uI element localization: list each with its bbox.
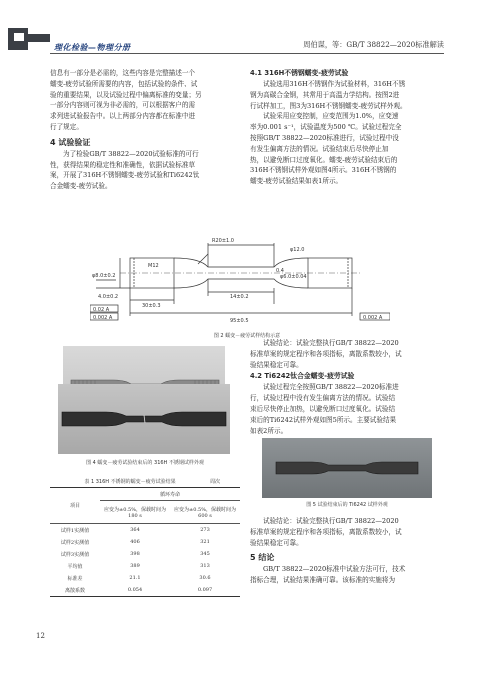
body-line: 行了规定。 <box>50 122 83 131</box>
table-row <box>50 548 240 560</box>
table-cell: 389 <box>130 563 140 569</box>
table-cell: 321 <box>200 539 210 545</box>
body-line: 如表2所示。 <box>250 426 288 435</box>
body-line: 标准草案的规定程序和各项指标，离散系数较小，试 <box>250 527 402 536</box>
table-cell: 364 <box>130 527 140 533</box>
table-header-item: 项目 <box>50 488 100 524</box>
dim-small: 0.4 <box>276 268 284 274</box>
right-column-bottom <box>250 516 444 586</box>
journal-logo-cutout <box>14 33 24 41</box>
table-cell: 313 <box>200 563 210 569</box>
tolerance-frame-2: 0.002 A <box>93 315 113 321</box>
section-4-1-heading: 4.1 316H不锈钢蠕变-疲劳试验 <box>250 69 349 77</box>
table-cell: 273 <box>200 527 210 533</box>
body-line: 束后尽快停止加热，以避免断口过度氧化。试验结 <box>250 404 396 413</box>
table-cell: 345 <box>200 551 210 557</box>
body-line: 行试样加工，图3为316H不锈钢蠕变-疲劳试样外观。 <box>250 101 407 110</box>
section-5-heading: 5 结论 <box>250 553 275 563</box>
journal-logo-bar <box>28 34 50 42</box>
body-line: 蠕变-疲劳试验所需要的内容，包括试验的条件、试 <box>50 79 198 88</box>
body-line: 试验结论：试验完整执行GB/T 38822—2020 <box>263 517 399 525</box>
right-column-middle <box>250 338 444 436</box>
body-line: 验结果稳定可靠。 <box>250 360 303 369</box>
ti6242-specimen-image <box>262 438 432 498</box>
body-line: 蠕变-疲劳试验结果如表1所示。 <box>250 177 343 186</box>
figure-4-photo <box>58 384 230 454</box>
dim-l95: 95±0.5 <box>230 318 249 324</box>
body-line: 验的重要结果，以及试验过程中偏离标准的变量；另 <box>50 90 202 99</box>
journal-name: 理化检验—物理分册 <box>54 43 131 52</box>
body-line: 试验结论：试验完整执行GB/T 38822—2020 <box>263 339 399 347</box>
left-column-top <box>50 68 240 192</box>
dim-grip-dia: φ8.0±0.2 <box>92 273 116 279</box>
body-line: 有发生偏离方法的情况。试验结束后尽快停止加 <box>250 144 389 153</box>
body-line: 为了检验GB/T 38822—2020试验标准的可行 <box>63 149 199 158</box>
body-line: 试验过程完全按照GB/T 38822—2020标准进 <box>263 383 399 392</box>
figure-4-caption: 图 4 蠕变－疲劳试验结束后的 316H 不锈钢试样外观 <box>86 460 204 466</box>
body-line: GB/T 38822—2020标准中试验方法可行，技术 <box>263 565 406 574</box>
table-row <box>50 560 240 572</box>
body-line: 行，试验过程中没有发生偏离方法的情况。试验结 <box>250 394 396 403</box>
body-line: 指标合理，试验结果准确可靠。该标准的实施将为 <box>250 576 396 585</box>
section-4-2-heading: 4.2 Ti6242钛合金蠕变-疲劳试验 <box>250 372 355 381</box>
table-cell: 0.097 <box>170 584 240 597</box>
table-header-b: 应变为±0.5%，保载时间为600 s <box>170 501 240 524</box>
dim-l4: 4.0±0.2 <box>98 294 119 300</box>
page-number: 12 <box>36 632 45 640</box>
header-rule <box>50 53 444 54</box>
right-column-top <box>250 68 444 187</box>
figure-5-photo <box>262 438 432 498</box>
table-cell: 平均值 <box>67 563 83 570</box>
body-line: 合金蠕变-疲劳试验。 <box>50 182 112 191</box>
results-table <box>50 487 240 597</box>
body-line: 钢为高碳合金钢，其常用于高温力学结构。按图2进 <box>250 90 400 99</box>
table-cell: 离散系数 <box>50 584 100 597</box>
specimen-drawing <box>90 230 390 328</box>
dim-gauge-dia: φ6.0±0.04 <box>280 274 307 280</box>
body-line: 性，获得结果的稳定性和准确性，依据试验标准草 <box>50 160 196 169</box>
table-cell: 398 <box>130 551 140 557</box>
table-row <box>50 572 240 584</box>
table-cell: 21.1 <box>129 575 141 581</box>
table-cell: 标准差 <box>67 575 83 582</box>
table-cell: 30.6 <box>199 575 211 581</box>
body-line: 一部分内容则可视为非必需的，可以根据客户的需 <box>50 101 196 110</box>
table-row <box>50 584 240 597</box>
section-4-heading: 4 试验验证 <box>50 137 91 147</box>
body-line: 热，以避免断口过度氧化。蠕变-疲劳试验结束后的 <box>250 155 398 164</box>
body-line: 案，开展了316H不锈钢蠕变-疲劳试验和Ti6242钛 <box>50 171 200 180</box>
table-cell: 试样2实测值 <box>60 539 90 546</box>
body-line: 信息有一部分是必需的，这些内容是完整描述一个 <box>50 69 196 77</box>
table-row <box>50 536 240 548</box>
dim-l30: 30±0.3 <box>142 303 161 309</box>
tolerance-frame-1: 0.02 A <box>93 307 110 313</box>
body-line: 试验采用应变控制，应变范围为1.0%，应变速 <box>263 112 399 121</box>
body-line: 标准草案的规定程序和各项指标，离散系数较小，试 <box>250 349 402 358</box>
running-title: 周伯谋，等：GB/T 38822—2020标准解读 <box>303 40 444 49</box>
body-line: 按照GB/T 38822—2020标准进行，试验过程中没 <box>250 133 399 142</box>
table-1-unit: 周次 <box>210 479 221 485</box>
table-cell: 406 <box>130 539 140 545</box>
fractured-specimen-image <box>58 384 230 454</box>
dim-thread: M12 <box>148 263 159 269</box>
dim-l14: 14±0.2 <box>230 294 249 300</box>
tolerance-frame-3: 0.002 A <box>363 315 383 321</box>
dim-gauge-length: R20±1.0 <box>212 238 234 244</box>
table-1-title: 表 1 316H 不锈钢的蠕变－疲劳试验结果 <box>84 479 176 485</box>
body-line: 试验选用316H不锈钢作为试验材料，316H不锈 <box>263 80 406 88</box>
body-line: 率为0.001 s⁻¹，试验温度为500 ℃。试验过程完全 <box>250 123 402 132</box>
body-line: 验结果稳定可靠。 <box>250 538 303 547</box>
table-cell: 试样1实测值 <box>60 527 90 534</box>
figure-2-caption: 图 2 蠕变－疲劳试样结构示意 <box>213 333 281 339</box>
table-row <box>50 524 240 537</box>
table-header-a: 应变为±0.5%，保载时间为180 s <box>100 501 170 524</box>
body-line: 316H不锈钢试样外观如图4所示。316H不锈钢的 <box>250 166 397 175</box>
body-line: 束后的Ti6242试样外观如图5所示。主要试验结果 <box>250 415 397 424</box>
table-cell: 0.054 <box>100 584 170 597</box>
table-cell: 试样3实测值 <box>60 551 90 558</box>
dim-dia-12: φ12.0 <box>290 247 305 253</box>
body-line: 求列进试验报告中。以上两部分内容都在标准中进 <box>50 112 196 121</box>
figure-5-caption: 图 5 试验结束后的 Ti6242 试样外观 <box>306 502 388 508</box>
table-header-group: 循环寿命 <box>100 488 240 501</box>
